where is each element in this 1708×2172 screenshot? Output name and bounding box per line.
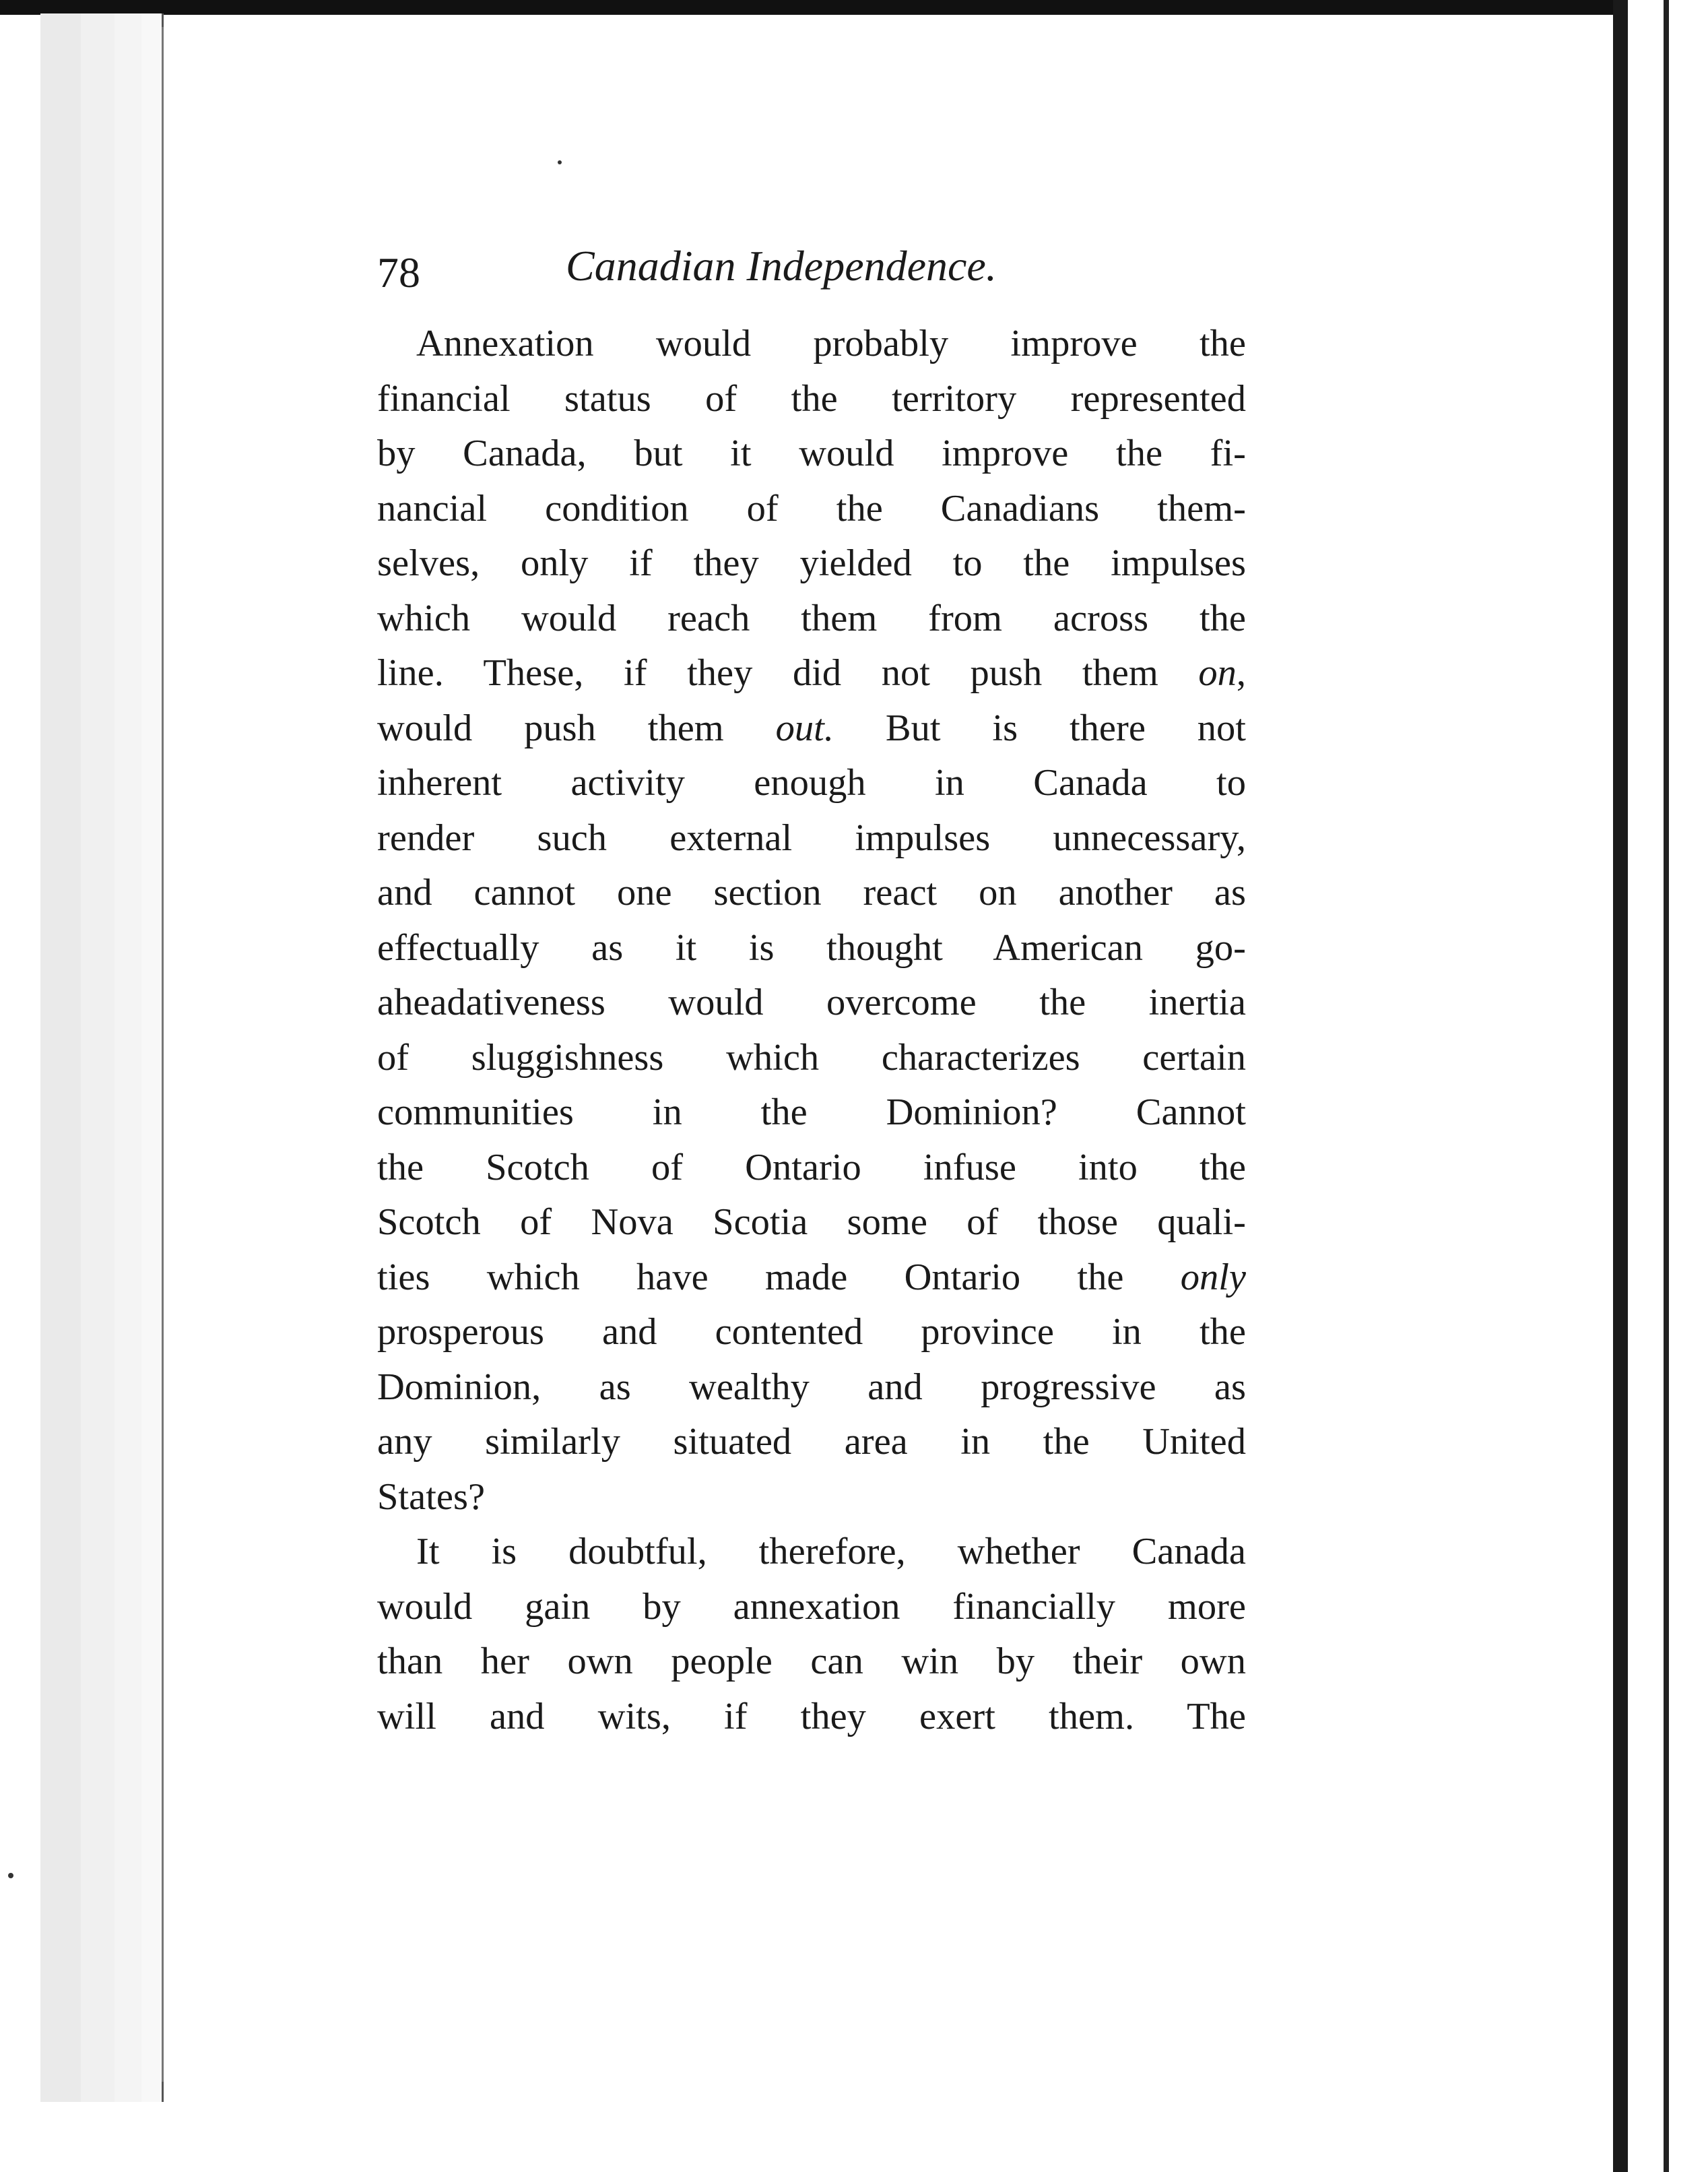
scan-speck — [558, 160, 562, 164]
text-line: which would reach them from across the — [377, 597, 1246, 639]
text-line — [377, 646, 1246, 701]
text-line: financial status of the territory represented — [377, 377, 1246, 420]
text-line: Scotch of Nova Scotia some of those quali- — [377, 1201, 1246, 1243]
book-title: Canadian Independence. — [566, 242, 997, 290]
text-line: States? — [377, 1475, 486, 1518]
text-line: aheadativeness would overcome the inertia — [377, 982, 1246, 1023]
paragraph-2 — [377, 1525, 1246, 1744]
body-text — [377, 317, 1246, 1744]
text-line: inherent activity enough in Canada to — [377, 762, 1246, 804]
text-line: effectually as it is thought American go- — [377, 926, 1246, 969]
text-run: would push them — [377, 707, 776, 749]
page-edge-stack — [141, 13, 164, 2102]
page-edge-stack — [81, 13, 117, 2102]
text-line: nancial condition of the Canadians them- — [377, 487, 1246, 530]
text-line — [377, 1250, 1246, 1306]
text-line: any similarly situated area in the United — [377, 1421, 1246, 1463]
italic-run: on — [1198, 652, 1237, 694]
text-line: will and wits, if they exert them. The — [377, 1695, 1246, 1737]
page-edge-stack — [40, 13, 83, 2102]
text-line: would gain by annexation financially more — [377, 1585, 1246, 1628]
text-run: line. These, if they did not push them — [377, 652, 1199, 694]
text-line: Dominion, as wealthy and progressive as — [377, 1366, 1246, 1408]
text-line: It is doubtful, therefore, whether Canada — [416, 1531, 1246, 1572]
scan-border-right — [1613, 0, 1628, 2172]
text-line: the Scotch of Ontario infuse into the — [377, 1146, 1246, 1188]
text-line: than her own people can win by their own — [377, 1640, 1246, 1682]
scan-speck — [8, 1873, 13, 1878]
italic-run: out. — [775, 707, 834, 749]
text-run: ties which have made Ontario the — [377, 1256, 1181, 1298]
running-head — [377, 232, 1253, 313]
text-run: But is there not — [833, 707, 1246, 749]
scan-border-top — [0, 0, 1708, 15]
paragraph-1 — [377, 317, 1246, 1525]
text-line: and cannot one section react on another as — [377, 872, 1246, 914]
italic-run: only — [1180, 1256, 1246, 1298]
text-line — [377, 701, 1246, 757]
scan-border-right-thin — [1664, 0, 1669, 2172]
text-line: Annexation would probably improve the — [416, 323, 1246, 364]
text-line: prosperous and contented province in the — [377, 1311, 1246, 1353]
text-line: render such external impulses unnecessary, — [377, 817, 1246, 859]
text-line: of sluggishness which characterizes certain — [377, 1036, 1246, 1079]
page-number: 78 — [377, 249, 420, 296]
text-line: communities in the Dominion? Cannot — [377, 1091, 1246, 1133]
text-line: by Canada, but it would improve the fi- — [377, 433, 1246, 474]
text-run: , — [1236, 652, 1246, 694]
page-edge-stack — [114, 13, 143, 2102]
text-line: selves, only if they yielded to the impulses — [377, 542, 1246, 584]
